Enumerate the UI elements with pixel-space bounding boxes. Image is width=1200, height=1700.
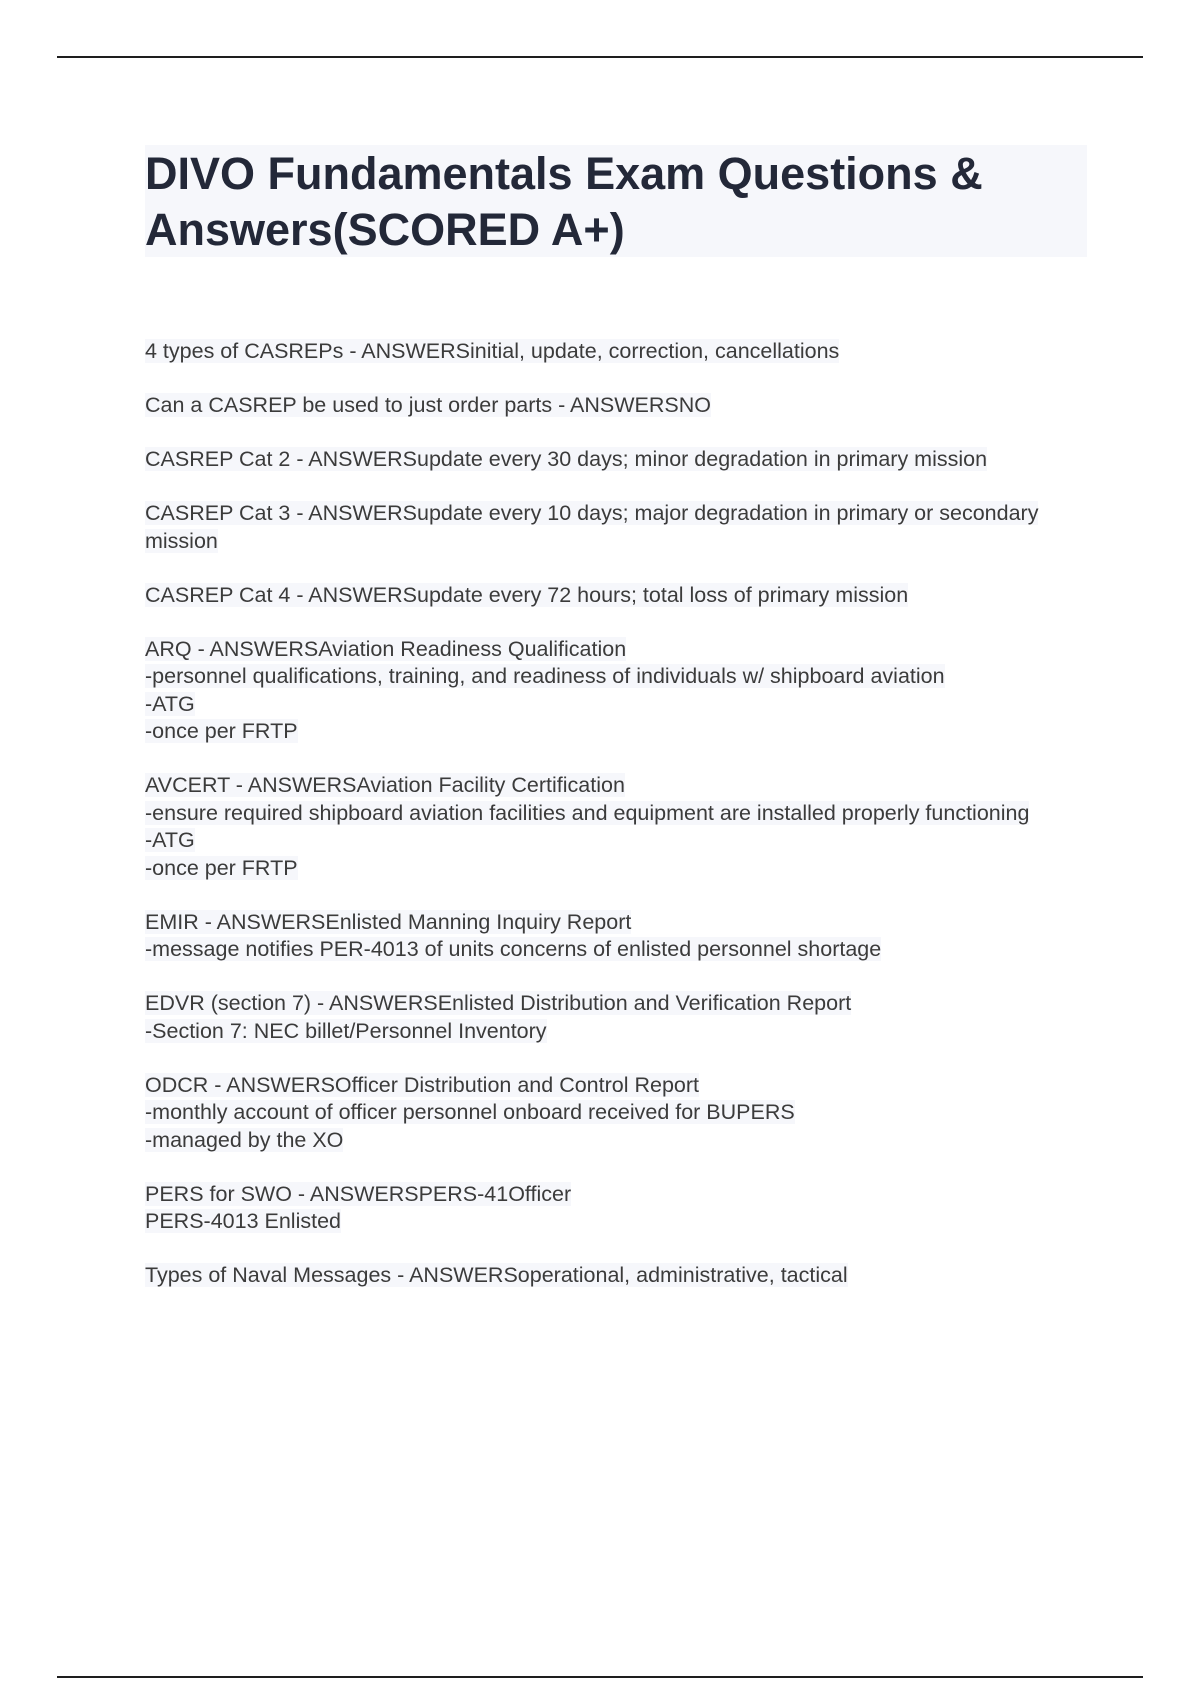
- qa-item-arq: [145, 636, 1090, 746]
- qa-line: PERS for SWO - ANSWERSPERS-41Officer: [145, 1181, 572, 1206]
- qa-line: EDVR (section 7) - ANSWERSEnlisted Distribution and Verification Report: [145, 991, 852, 1015]
- qa-line: Can a CASREP be used to just order parts - ANSWERSNO: [145, 393, 712, 417]
- qa-line: EMIR - ANSWERSEnlisted Manning Inquiry Report: [145, 909, 632, 934]
- qa-line: -monthly account of officer personnel onboard received for BUPERS: [145, 1100, 795, 1124]
- qa-line: CASREP Cat 2 - ANSWERSupdate every 30 days; minor degradation in primary mission: [145, 447, 988, 471]
- qa-line: ARQ - ANSWERSAviation Readiness Qualification: [145, 636, 627, 661]
- qa-item-avcert: [145, 772, 1090, 882]
- qa-line: -ATG: [145, 691, 195, 716]
- document-title: DIVO Fundamentals Exam Questions & Answers(SCORED A+): [145, 148, 983, 255]
- qa-line: -managed by the XO: [145, 1127, 344, 1152]
- footer-rule: [57, 1676, 1143, 1678]
- qa-line: PERS-4013 Enlisted: [145, 1209, 341, 1233]
- qa-item-casrep-types: [145, 338, 1090, 366]
- qa-line: CASREP Cat 3 - ANSWERSupdate every 10 days; major degradation in primary or secondary mission: [145, 501, 1039, 553]
- qa-item-edvr: [145, 990, 1090, 1045]
- qa-line: -personnel qualifications, training, and readiness of individuals w/ shipboard aviation: [145, 664, 945, 688]
- qa-line: -once per FRTP: [145, 719, 298, 743]
- qa-line: -once per FRTP: [145, 855, 298, 880]
- qa-item-emir: [145, 909, 1090, 964]
- qa-line: AVCERT - ANSWERSAviation Facility Certification: [145, 773, 625, 797]
- qa-list: [145, 338, 1090, 1316]
- qa-item-casrep-parts: [145, 392, 1090, 420]
- qa-item-odcr: [145, 1072, 1090, 1155]
- qa-line: ODCR - ANSWERSOfficer Distribution and Control Report: [145, 1072, 700, 1097]
- qa-line: CASREP Cat 4 - ANSWERSupdate every 72 hours; total loss of primary mission: [145, 582, 909, 607]
- qa-line: -message notifies PER-4013 of units concerns of enlisted personnel shortage: [145, 937, 882, 961]
- header-rule: [57, 56, 1143, 58]
- qa-line: 4 types of CASREPs - ANSWERSinitial, update, correction, cancellations: [145, 339, 840, 363]
- qa-line: -ATG: [145, 828, 195, 852]
- qa-item-pers-swo: [145, 1181, 1090, 1236]
- qa-line: -ensure required shipboard aviation facilities and equipment are installed properly functioning: [145, 800, 1030, 825]
- qa-item-casrep-cat2: [145, 446, 1090, 474]
- qa-line: -Section 7: NEC billet/Personnel Inventory: [145, 1018, 547, 1043]
- qa-item-casrep-cat4: [145, 582, 1090, 610]
- qa-item-casrep-cat3: [145, 500, 1090, 555]
- qa-item-naval-messages: [145, 1262, 1090, 1290]
- qa-line: Types of Naval Messages - ANSWERSoperational, administrative, tactical: [145, 1263, 848, 1287]
